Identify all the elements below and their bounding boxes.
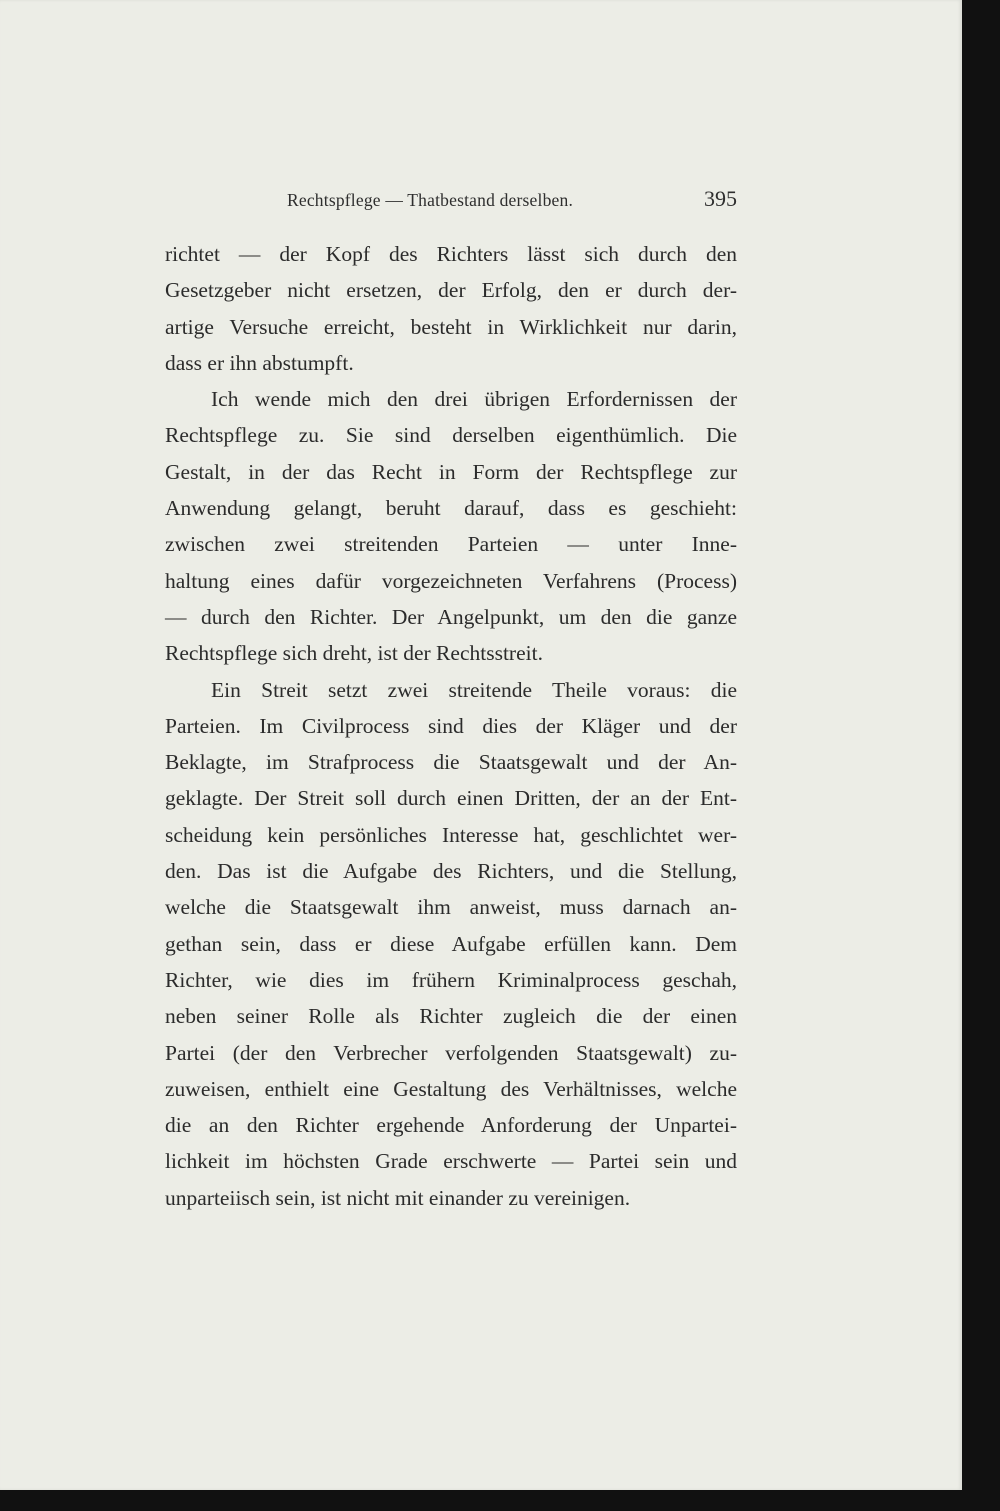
text-line: lichkeit im höchsten Grade erschwerte — Partei sein und [165, 1149, 737, 1174]
text-line: Anwendung gelangt, beruht darauf, dass es geschieht: [165, 496, 737, 521]
text-line: unparteiisch sein, ist nicht mit einander zu vereinigen. [165, 1185, 631, 1210]
text-line: Rechtspflege sich dreht, ist der Rechtsstreit. [165, 641, 543, 666]
text-line: Gesetzgeber nicht ersetzen, der Erfolg, den er durch der- [165, 278, 737, 303]
text-line: richtet — der Kopf des Richters lässt sich durch den [165, 242, 737, 266]
text-line: Rechtspflege zu. Sie sind derselben eigenthümlich. Die [165, 423, 737, 448]
text-line: — durch den Richter. Der Angelpunkt, um den die ganze [165, 604, 737, 629]
header-title: Rechtspflege — Thatbestand derselben. [287, 190, 574, 210]
text-line: Ich wende mich den drei übrigen Erfordernissen der [211, 387, 737, 412]
text-line: gethan sein, dass er diese Aufgabe erfüllen kann. Dem [165, 931, 737, 956]
page-number: 395 [704, 186, 737, 211]
text-line: scheidung kein persönliches Interesse hat, geschlichtet wer- [165, 822, 737, 847]
body-text [165, 236, 737, 1216]
text-line: Richter, wie dies im frühern Kriminalprocess geschah, [165, 967, 737, 992]
text-line: Beklagte, im Strafprocess die Staatsgewalt und der An- [165, 750, 737, 775]
text-line: Ein Streit setzt zwei streitende Theile voraus: die [211, 677, 737, 702]
text-line: neben seiner Rolle als Richter zugleich die der einen [165, 1004, 737, 1029]
text-line: artige Versuche erreicht, besteht in Wirklichkeit nur darin, [165, 314, 737, 339]
text-line: welche die Staatsgewalt ihm anweist, muss darnach an- [165, 895, 737, 920]
text-line: zuweisen, enthielt eine Gestaltung des Verhältnisses, welche [165, 1076, 737, 1101]
text-line: Gestalt, in der das Recht in Form der Rechtspflege zur [165, 459, 737, 484]
text-line: Partei (der den Verbrecher verfolgenden Staatsgewalt) zu- [165, 1040, 737, 1065]
text-line: den. Das ist die Aufgabe des Richters, und die Stellung, [165, 859, 737, 884]
text-line: dass er ihn abstumpft. [165, 350, 354, 375]
text-line: die an den Richter ergehende Anforderung der Unpartei- [165, 1113, 737, 1138]
text-line: Parteien. Im Civilprocess sind dies der Kläger und der [165, 713, 737, 738]
text-line: zwischen zwei streitenden Parteien — unter Inne- [165, 532, 737, 557]
running-header [165, 186, 737, 216]
text-line: haltung eines dafür vorgezeichneten Verfahrens (Process) [165, 568, 737, 593]
text-line: geklagte. Der Streit soll durch einen Dritten, der an der Ent- [165, 786, 737, 811]
